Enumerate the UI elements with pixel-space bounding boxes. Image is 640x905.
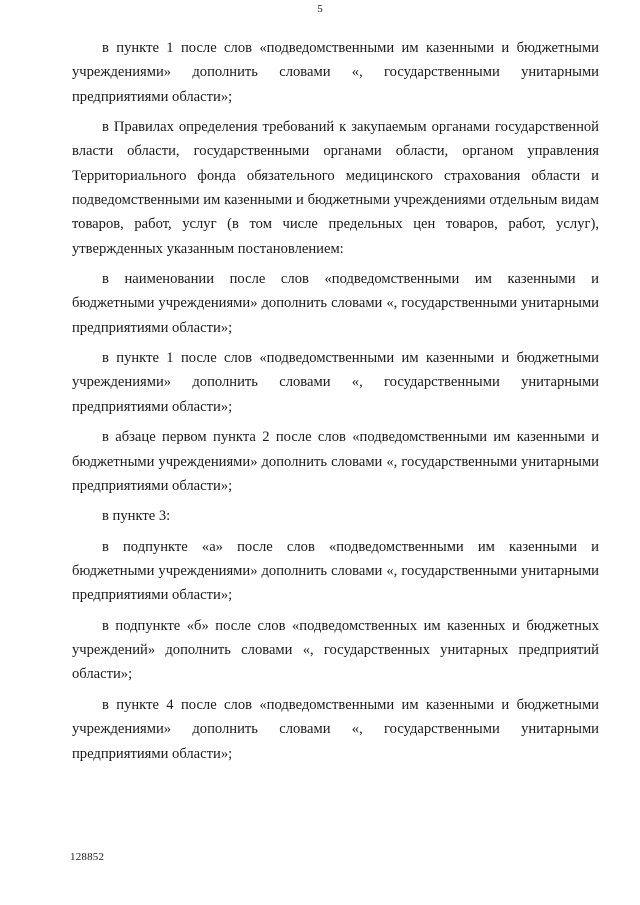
- paragraph-5: в абзаце первом пункта 2 после слов «подведомственными им казенными и бюджетными учреждениями» дополнить словами «, государственными унитарными предприятиями области»;: [72, 429, 599, 494]
- page-number: 5: [317, 3, 323, 15]
- paragraph-2: в Правилах определения требований к закупаемым органами государственной власти области, государственными органами области, органом управления Территориального фонда обязательного медицинского страхования области и подведомственными им казенными и бюджетными учреждениями отдельным видам товаров, работ, услуг (в том числе предельных цен товаров, работ, услуг), утвержденных указанным постановлением:: [72, 119, 599, 257]
- document-code: 128852: [70, 851, 105, 863]
- document-body: [72, 36, 599, 772]
- paragraph-8: в подпункте «б» после слов «подведомственных им казенных и бюджетных учреждений» дополнить словами «, государственных унитарных предприятий области»;: [72, 617, 599, 683]
- paragraph-4: в пункте 1 после слов «подведомственными им казенными и бюджетными учреждениями» дополнить словами «, государственными унитарными предприятиями области»;: [72, 350, 599, 415]
- paragraph-6: в пункте 3:: [102, 508, 171, 525]
- paragraph-7: в подпункте «а» после слов «подведомственными им казенными и бюджетными учреждениями» дополнить словами «, государственными унитарными предприятиями области»;: [72, 538, 599, 604]
- paragraph-1: в пункте 1 после слов «подведомственными им казенными и бюджетными учреждениями» дополнить словами «, государственными унитарными предприятиями области»;: [72, 40, 599, 105]
- paragraph-9: в пункте 4 после слов «подведомственными им казенными и бюджетными учреждениями» дополнить словами «, государственными унитарными предприятиями области»;: [72, 696, 599, 762]
- paragraph-3: в наименовании после слов «подведомственными им казенными и бюджетными учреждениями» дополнить словами «, государственными унитарными предприятиями области»;: [72, 271, 599, 336]
